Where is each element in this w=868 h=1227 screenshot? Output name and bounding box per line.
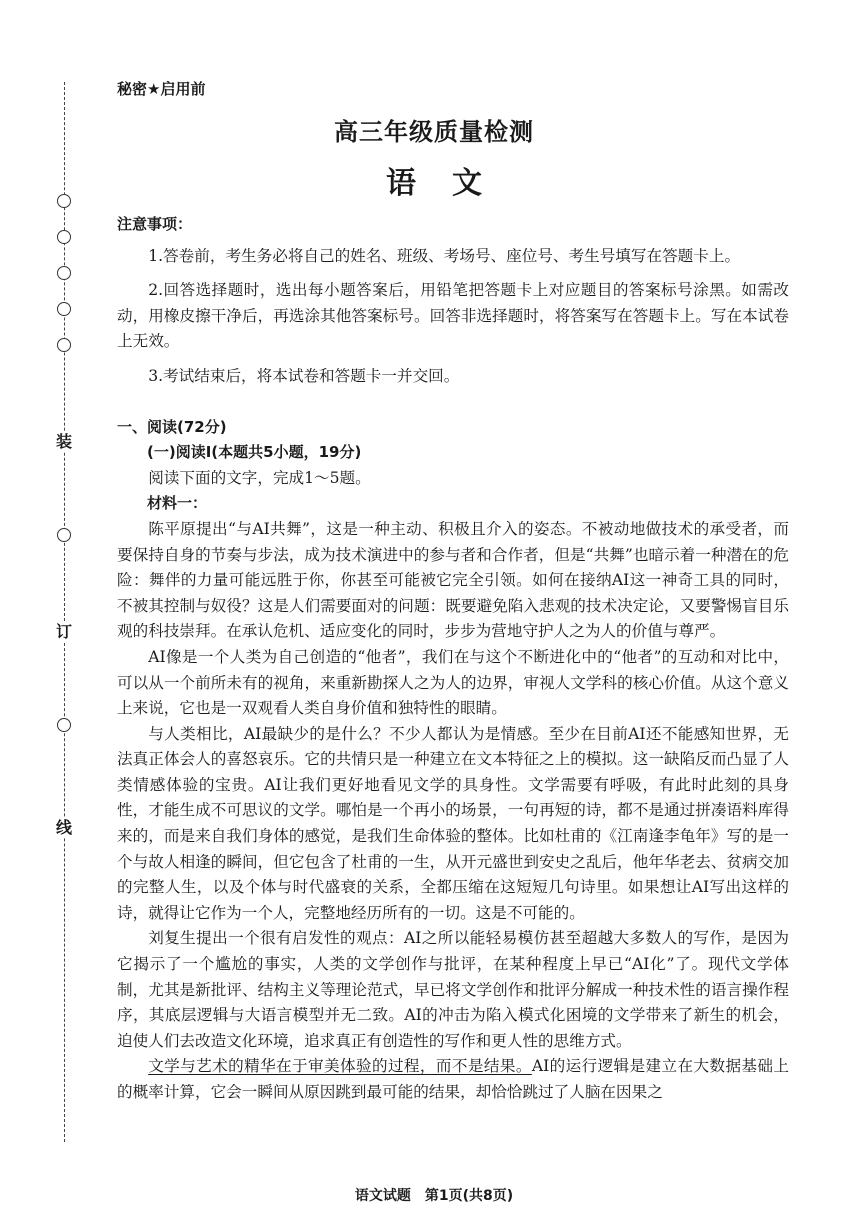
paragraph-text: AI的运行逻辑是建立在大数据基础上的概率计算，它会一瞬间从原因跳到最可能的结果，却恰恰跳过了人脑在因果之 [117, 1057, 789, 1101]
passage-paragraph: 刘复生提出一个很有启发性的观点：AI之所以能轻易模仿甚至超越大多数人的写作，是因为它揭示了一个尴尬的事实，人类的文学创作与批评，在某种程度上早已“AI化”了。现代文学体制，尤其是新批评、结构主义等理论范式，早已将文学创作和批评分解成一种技术性的语言操作程序，其底层逻辑与大语言模型并无二致。AI的冲击为陷入模式化困境的文学带来了新生的机会，迫使人们去改造文化环境，追求真正有创造性的写作和更人性的思维方式。 [117, 929, 789, 1050]
binding-hole [57, 230, 71, 244]
page-footer: 语文试题 第1页(共8页) [354, 1188, 514, 1204]
binding-char-xian: 线 [55, 818, 72, 837]
binding-hole [57, 718, 71, 732]
exam-content [117, 212, 789, 1106]
underlined-sentence: 文学与艺术的精华在于审美体验的过程，而不是结果。 [148, 1057, 532, 1076]
section-heading: 一、阅读(72分) [117, 417, 227, 436]
binding-hole [57, 338, 71, 352]
passage-paragraph: 陈平原提出“与AI共舞”，这是一种主动、积极且介入的姿态。不被动地做技术的承受者，而要保持自身的节奏与步法，成为技术演进中的参与者和合作者，但是“共舞”也暗示着一种潜在的危险：舞伴的力量可能远胜于你，你甚至可能被它完全引领。如何在接纳AI这一神奇工具的同时，不被其控制与奴役？这是人们需要面对的问题：既要避免陷入悲观的技术决定论，又要警惕盲目乐观的科技崇拜。在承认危机、适应变化的同时，步步为营地守护人之为人的价值与尊严。 [117, 519, 789, 641]
subject-title: 语文 [386, 166, 518, 201]
confidential-label: 秘密★启用前 [117, 80, 206, 98]
notice-item: 3.考试结束后，将本试卷和答题卡一并交回。 [148, 366, 460, 385]
notice-heading: 注意事项： [117, 215, 193, 233]
passage-paragraph: 与人类相比，AI最缺少的是什么？不少人都认为是情感。至少在目前AI还不能感知世界，无法真正体会人的喜怒哀乐。它的共情只是一种建立在文本特征之上的模拟。这一缺陷反而凸显了人类情感体验的宝贵。AI让我们更好地看见文学的具身性。文学需要有呼吸，有此时此刻的具身性，才能生成不可思议的文学。哪怕是一个再小的场景，一句再短的诗，都不是通过拼凑语料库得来的，而是来自我们身体的感觉，是我们生命体验的整体。比如杜甫的《江南逢李龟年》写的是一个与故人相逢的瞬间，但它包含了杜甫的一生，从开元盛世到安史之乱后，他年华老去、贫病交加的完整人生，以及个体与时代盛衰的关系，全都压缩在这短短几句诗里。如果想让AI写出这样的诗，就得让它作为一个人，完整地经历所有的一切。这是不可能的。 [117, 724, 789, 922]
exam-title: 高三年级质量检测 [334, 118, 534, 146]
notice-section [117, 212, 789, 390]
binding-hole [57, 302, 71, 316]
notice-item: 2.回答选择题时，选出每小题答案后，用铅笔把答题卡上对应题目的答案标号涂黑。如需改动，用橡皮擦干净后，再选涂其他答案标号。回答非选择题时，将答案写在答题卡上。写在本试卷上无效。 [117, 281, 789, 351]
passage-paragraph: AI像是一个人类为自己创造的“他者”，我们在与这个不断进化中的“他者”的互动和对比中，可以从一个前所未有的视角，来重新勘探人之为人的边界，审视人文学科的核心价值。从这个意义上来说，它也是一双观看人类自身价值和独特性的眼睛。 [117, 647, 789, 718]
passage-paragraph [117, 1054, 789, 1105]
subsection-heading: (一)阅读Ⅰ(本题共5小题，19分) [147, 443, 362, 462]
notice-item: 1.答卷前，考生务必将自己的姓名、班级、考场号、座位号、考生号填写在答题卡上。 [148, 246, 741, 265]
binding-hole [57, 266, 71, 280]
binding-char-ding: 订 [55, 622, 72, 641]
binding-char-zhuang: 装 [55, 432, 72, 451]
reading-instruction: 阅读下面的文字，完成1～5题。 [148, 468, 371, 487]
material-label: 材料一： [147, 494, 208, 513]
binding-hole [57, 528, 71, 542]
